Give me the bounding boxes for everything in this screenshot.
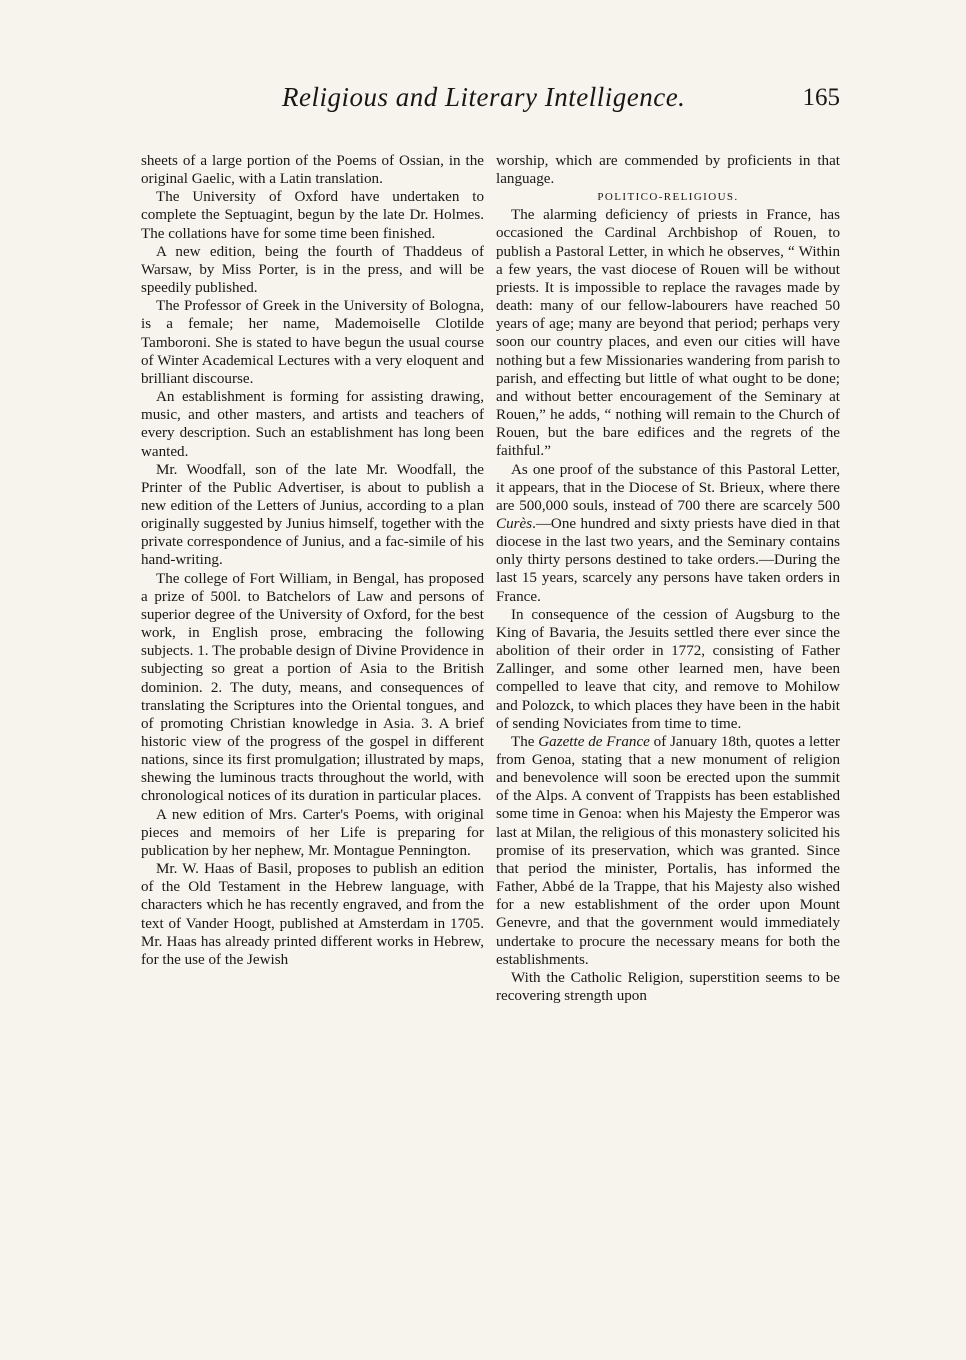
cures-italic: Curès — [496, 515, 533, 532]
paragraph-augsburg-jesuits: In consequence of the cession of Augsburg to the King of Bavaria, the Jesuits settled there ever since the abolition of their order in 1772, consisting of Father Zallinger, and some other learned men, have been compelled to leave that city, and remove to Mohilow and Polozck, to which places they have been in the habit of sending Noviciates from time to time. — [496, 606, 840, 732]
right-column — [496, 152, 840, 1005]
paragraph-gazette-trappists — [496, 733, 840, 969]
left-column — [141, 152, 484, 969]
paragraph-superstition: With the Catholic Religion, superstition seems to be recovering strength upon — [496, 969, 840, 1005]
section-heading: POLITICO-RELIGIOUS. — [597, 191, 739, 204]
paragraph-junius-letters: Mr. Woodfall, son of the late Mr. Woodfall, the Printer of the Public Advertiser, is about to publish a new edition of the Letters of Junius, according to a plan originally suggested by Junius himself, together with the private correspondence of Junius, and a fac-simile of his hand-writing. — [141, 461, 484, 569]
running-head — [140, 82, 840, 118]
running-title: Religious and Literary Intelligence. — [282, 82, 686, 112]
gazette-italic: Gazette de France — [538, 733, 650, 750]
gazette-text-start: The — [511, 733, 539, 750]
paragraph-st-brieux — [496, 461, 840, 606]
paragraph-fort-william-prize: The college of Fort William, in Bengal, has proposed a prize of 500l. to Batchelors of Law and persons of superior degree of the University of Oxford, for the best work, in English prose, embracing the following subjects. 1. The probable design of Divine Providence in subjecting so great a portion of Asia to the British dominion. 2. The duty, means, and consequences of translating the Scriptures into the Oriental tongues, and of promoting Christian knowledge in Asia. 3. A brief historic view of the progress of the gospel in different nations, since its first promulgation; illustrated by maps, shewing the luminous tracts throughout the world, with chronological notices of its duration in particular places. — [141, 570, 484, 805]
paragraph-rouen-priests: The alarming deficiency of priests in France, has occasioned the Cardinal Archbishop of Rouen, to publish a Pastoral Letter, in which he observes, “ Within a few years, the vast diocese of Rouen will be without priests. It is impossible to replace the ravages made by death: many of our fellow-labourers have reached 50 years of age; many are beyond that period; perhaps very soon our country places, and even our cities will have nothing but a few Missionaries wandering from parish to parish, and effecting but little of what ought to be done; and without better encouragement of the Seminary at Rouen,” he adds, “ nothing will remain to the Church of Rouen, but the bare edifices and the regrets of the faithful.” — [496, 207, 840, 460]
paragraph-worship: worship, which are commended by proficients in that language. — [496, 153, 840, 188]
proof-text-end: .—One hundred and sixty priests have died in that diocese in the last two years, and the Seminary contains only thirty persons destined to take orders.—During the last 15 years, scarcely any persons have taken orders in France. — [496, 515, 840, 605]
paragraph-haas-hebrew: Mr. W. Haas of Basil, proposes to publish an edition of the Old Testament in the Hebrew language, with characters which he has recently engraved, and from the text of Vander Hoogt, published at Amsterdam in 1705. Mr. Haas has already printed different works in Hebrew, for the use of the Jewish — [141, 861, 484, 968]
paragraph-ossian: sheets of a large portion of the Poems of Ossian, in the original Gaelic, with a Latin translation. — [141, 153, 484, 188]
paragraph-bologna-professor: The Professor of Greek in the University of Bologna, is a female; her name, Mademoiselle Clotilde Tamboroni. She is stated to have begun the usual course of Winter Academical Lectures with a very eloquent and brilliant discourse. — [141, 298, 484, 387]
paragraph-thaddeus-of-warsaw: A new edition, being the fourth of Thaddeus of Warsaw, by Miss Porter, is in the press, and will be speedily published. — [141, 243, 484, 297]
proof-text-start: As one proof of the substance of this Pastoral Letter, it appears, that in the Diocese of St. Brieux, where there are 500,000 souls, instead of 700 there are scarcely 500 — [496, 461, 840, 514]
paragraph-carter-poems: A new edition of Mrs. Carter's Poems, with original pieces and memoirs of her Life is preparing for publication by her nephew, Mr. Montague Pennington. — [141, 806, 484, 859]
page-number: 165 — [802, 84, 840, 111]
gazette-text-end: of January 18th, quotes a letter from Genoa, stating that a new monument of religion and benevolence will soon be erected upon the summit of the Alps. A convent of Trappists has been established some time in Genoa: when his Majesty the Emperor was last at Milan, the religious of this monastery solicited his promise of its preservation, which was granted. Since that period the minister, Portalis, has informed the Father, Abbé de la Trappe, that his Majesty also wished for a new establishment of the order upon Mount Genevre, and that the government would immediately undertake to procure the necessary means for both the establishments. — [496, 733, 840, 968]
paragraph-oxford-septuagint: The University of Oxford have undertaken to complete the Septuagint, begun by the late Dr. Holmes. The collations have for some time been finished. — [141, 189, 484, 242]
paragraph-establishment: An establishment is forming for assisting drawing, music, and other masters, and artists and teachers of every description. Such an establishment has long been wanted. — [141, 389, 484, 460]
